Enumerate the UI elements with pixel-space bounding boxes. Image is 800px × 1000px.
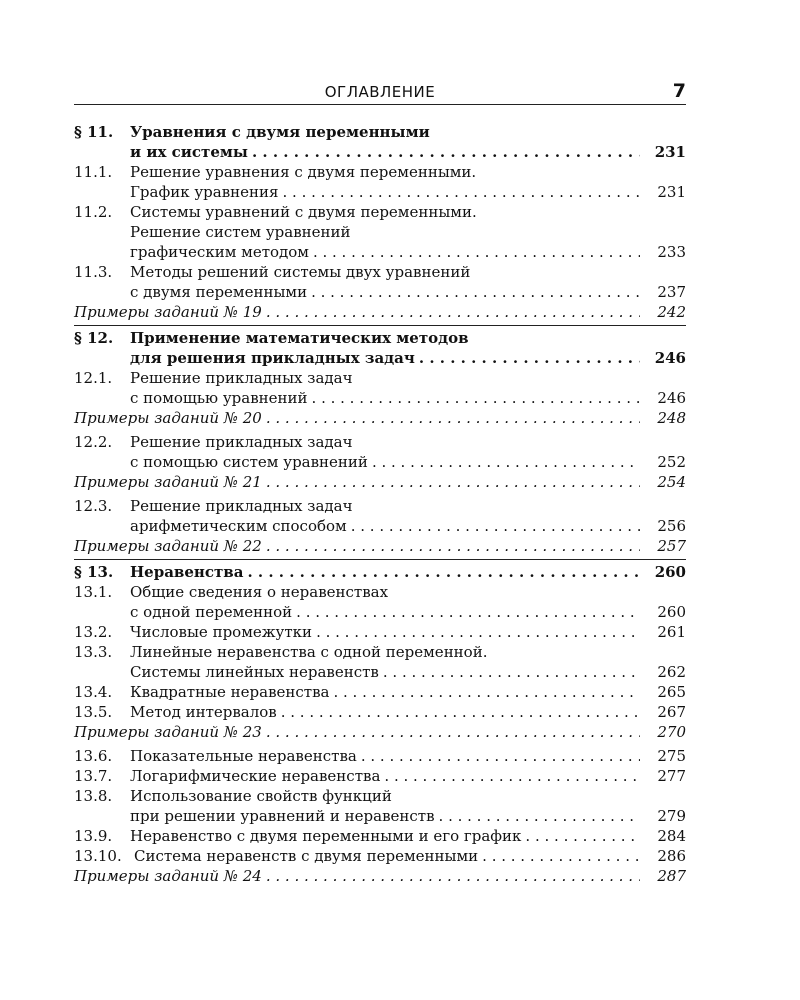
entry-title: Решение прикладных задач — [130, 433, 353, 451]
entry-title: Решение систем уравнений — [130, 223, 351, 241]
entry-title: Числовые промежутки — [130, 623, 313, 641]
entry-number: 13.10. — [74, 847, 122, 865]
running-title: ОГЛАВЛЕНИЕ — [324, 83, 436, 101]
toc-entry[interactable] — [74, 622, 686, 642]
dot-leader — [311, 282, 640, 302]
dot-leader — [383, 662, 640, 682]
entry-page: 237 — [657, 283, 686, 301]
toc-line — [74, 262, 686, 282]
entry-number: § 11. — [74, 123, 114, 141]
toc-entry[interactable] — [74, 846, 686, 866]
toc-entry[interactable] — [74, 432, 686, 472]
section-divider — [74, 325, 686, 326]
toc-examples[interactable] — [74, 866, 686, 886]
toc-line — [74, 826, 686, 846]
toc-line — [74, 202, 686, 222]
toc-line — [74, 722, 686, 742]
entry-page: 231 — [654, 143, 686, 161]
page-number: 7 — [672, 80, 686, 102]
dot-leader — [361, 746, 640, 766]
entry-title: и их системы — [130, 143, 248, 161]
entry-page: 287 — [657, 867, 686, 885]
entry-title: Решение прикладных задач — [130, 497, 353, 515]
entry-title: с двумя переменными — [130, 283, 308, 301]
entry-number: 11.3. — [74, 263, 113, 281]
entry-page: 242 — [657, 303, 686, 321]
toc-line — [74, 536, 686, 556]
entry-title: Системы уравнений с двумя переменными. — [130, 203, 477, 221]
toc-line — [74, 702, 686, 722]
dot-leader — [281, 702, 640, 722]
toc-section[interactable] — [74, 328, 686, 368]
dot-leader — [372, 452, 640, 472]
entry-page: 257 — [657, 537, 686, 555]
entry-title: Неравенства — [130, 563, 244, 581]
toc-line — [74, 432, 686, 452]
entry-number: 13.2. — [74, 623, 113, 641]
entry-number: 13.1. — [74, 583, 113, 601]
toc-line — [74, 562, 686, 582]
entry-title: Примеры заданий № 23 — [74, 723, 262, 741]
entry-title: Примеры заданий № 21 — [74, 473, 262, 491]
entry-page: 260 — [654, 563, 686, 581]
dot-leader — [296, 602, 640, 622]
section-divider — [74, 559, 686, 560]
toc-examples[interactable] — [74, 722, 686, 742]
entry-title: Общие сведения о неравенствах — [130, 583, 389, 601]
toc-line — [74, 602, 686, 622]
entry-title: при решении уравнений и неравенств — [130, 807, 435, 825]
entry-title: Показательные неравенства — [130, 747, 357, 765]
dot-leader — [266, 472, 640, 492]
entry-title: График уравнения — [130, 183, 279, 201]
toc-line — [74, 242, 686, 262]
dot-leader — [266, 866, 640, 886]
entry-page: 262 — [657, 663, 686, 681]
entry-title: Неравенство с двумя переменными и его график — [130, 827, 522, 845]
toc-line — [74, 182, 686, 202]
toc-entry[interactable] — [74, 766, 686, 786]
toc-line — [74, 302, 686, 322]
toc-line — [74, 472, 686, 492]
entry-title: Логарифмические неравенства — [130, 767, 381, 785]
toc-line — [74, 682, 686, 702]
entry-page: 270 — [657, 723, 686, 741]
toc-entry[interactable] — [74, 582, 686, 622]
dot-leader — [266, 722, 640, 742]
entry-title: Решение уравнения с двумя переменными. — [130, 163, 477, 181]
entry-page: 261 — [657, 623, 686, 641]
entry-page: 246 — [654, 349, 686, 367]
toc-entry[interactable] — [74, 826, 686, 846]
toc-line — [74, 846, 686, 866]
toc-line — [74, 388, 686, 408]
entry-title: Квадратные неравенства — [130, 683, 330, 701]
toc-examples[interactable] — [74, 472, 686, 492]
dot-leader — [439, 806, 640, 826]
dot-leader — [525, 826, 640, 846]
entry-page: 286 — [657, 847, 686, 865]
entry-number: § 13. — [74, 563, 114, 581]
dot-leader — [247, 562, 640, 582]
toc-line — [74, 452, 686, 472]
dot-leader — [266, 302, 640, 322]
toc-entry[interactable] — [74, 162, 686, 202]
dot-leader — [333, 682, 640, 702]
toc-line — [74, 642, 686, 662]
entry-page: 279 — [657, 807, 686, 825]
entry-number: 13.7. — [74, 767, 113, 785]
table-of-contents — [74, 122, 686, 886]
dot-leader — [266, 408, 640, 428]
entry-number: 13.8. — [74, 787, 113, 805]
toc-entry[interactable] — [74, 202, 686, 262]
entry-title: Решение прикладных задач — [130, 369, 353, 387]
page-header — [74, 82, 686, 105]
dot-leader — [313, 242, 640, 262]
entry-title: Примеры заданий № 22 — [74, 537, 262, 555]
toc-line — [74, 348, 686, 368]
toc-line — [74, 142, 686, 162]
entry-page: 277 — [657, 767, 686, 785]
toc-line — [74, 622, 686, 642]
entry-title: с одной переменной — [130, 603, 293, 621]
entry-title: графическим методом — [130, 243, 309, 261]
entry-number: 11.2. — [74, 203, 113, 221]
entry-number: 11.1. — [74, 163, 113, 181]
toc-entry[interactable] — [74, 642, 686, 682]
entry-number: 13.9. — [74, 827, 113, 845]
entry-title: Методы решений системы двух уравнений — [130, 263, 471, 281]
toc-entry[interactable] — [74, 746, 686, 766]
entry-number: 12.2. — [74, 433, 113, 451]
toc-entry[interactable] — [74, 262, 686, 302]
entry-title: Примеры заданий № 24 — [74, 867, 262, 885]
toc-line — [74, 162, 686, 182]
entry-title: Линейные неравенства с одной переменной. — [130, 643, 488, 661]
toc-section[interactable] — [74, 562, 686, 582]
entry-page: 275 — [657, 747, 686, 765]
toc-line — [74, 122, 686, 142]
toc-examples[interactable] — [74, 536, 686, 556]
entry-page: 233 — [657, 243, 686, 261]
entry-page: 256 — [657, 517, 686, 535]
entry-title: для решения прикладных задач — [130, 349, 415, 367]
dot-leader — [266, 536, 640, 556]
entry-page: 284 — [657, 827, 686, 845]
entry-number: 13.3. — [74, 643, 113, 661]
toc-line — [74, 516, 686, 536]
toc-examples[interactable] — [74, 302, 686, 322]
dot-leader — [252, 142, 640, 162]
entry-title: Примеры заданий № 20 — [74, 409, 262, 427]
toc-entry[interactable] — [74, 786, 686, 826]
dot-leader — [384, 766, 640, 786]
toc-line — [74, 496, 686, 516]
toc-section[interactable] — [74, 122, 686, 162]
dot-leader — [316, 622, 640, 642]
dot-leader — [283, 182, 640, 202]
toc-line — [74, 766, 686, 786]
toc-line — [74, 806, 686, 826]
entry-number: 13.5. — [74, 703, 113, 721]
entry-page: 267 — [657, 703, 686, 721]
toc-entry[interactable] — [74, 702, 686, 722]
entry-page: 248 — [657, 409, 686, 427]
entry-number: 13.6. — [74, 747, 113, 765]
toc-entry[interactable] — [74, 682, 686, 702]
toc-line — [74, 282, 686, 302]
toc-line — [74, 222, 686, 242]
toc-line — [74, 662, 686, 682]
toc-line — [74, 328, 686, 348]
toc-line — [74, 866, 686, 886]
toc-line — [74, 746, 686, 766]
dot-leader — [351, 516, 640, 536]
entry-page: 260 — [657, 603, 686, 621]
toc-entry[interactable] — [74, 368, 686, 408]
entry-number: 12.1. — [74, 369, 113, 387]
dot-leader — [482, 846, 640, 866]
toc-entry[interactable] — [74, 496, 686, 536]
toc-line — [74, 582, 686, 602]
toc-line — [74, 368, 686, 388]
entry-page: 246 — [657, 389, 686, 407]
entry-number: § 12. — [74, 329, 114, 347]
entry-title: Применение математических методов — [130, 329, 469, 347]
entry-title: Уравнения с двумя переменными — [130, 123, 430, 141]
entry-title: Использование свойств функций — [130, 787, 392, 805]
entry-title: Примеры заданий № 19 — [74, 303, 262, 321]
dot-leader — [312, 388, 640, 408]
toc-line — [74, 408, 686, 428]
entry-title: арифметическим способом — [130, 517, 347, 535]
entry-page: 231 — [657, 183, 686, 201]
entry-number: 13.4. — [74, 683, 113, 701]
entry-title: с помощью систем уравнений — [130, 453, 368, 471]
entry-page: 252 — [657, 453, 686, 471]
entry-page: 254 — [657, 473, 686, 491]
entry-title: Системы линейных неравенств — [130, 663, 379, 681]
entry-title: Метод интервалов — [130, 703, 277, 721]
toc-line — [74, 786, 686, 806]
dot-leader — [419, 348, 640, 368]
entry-number: 12.3. — [74, 497, 113, 515]
entry-page: 265 — [657, 683, 686, 701]
entry-title: Система неравенств с двумя переменными — [134, 847, 479, 865]
toc-examples[interactable] — [74, 408, 686, 428]
entry-title: с помощью уравнений — [130, 389, 308, 407]
